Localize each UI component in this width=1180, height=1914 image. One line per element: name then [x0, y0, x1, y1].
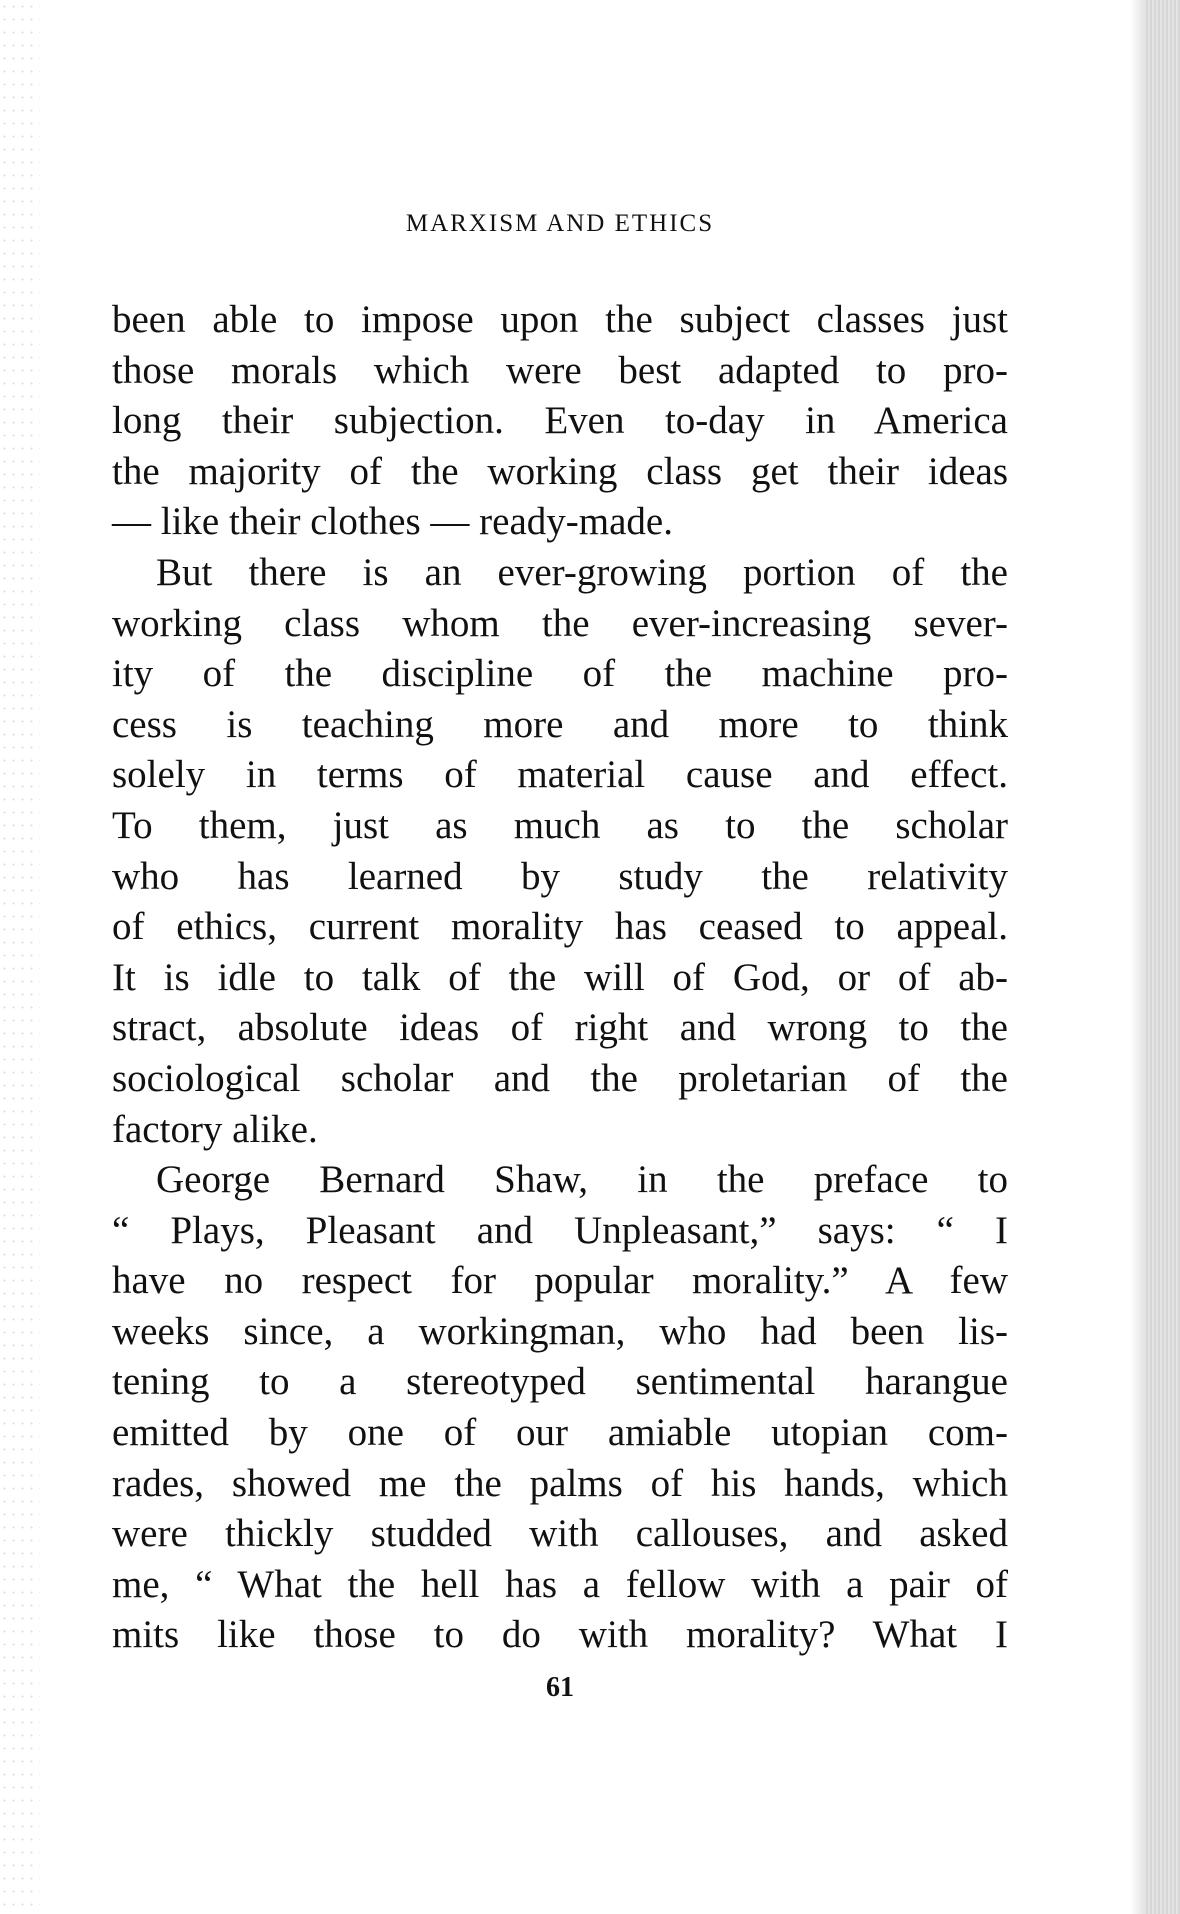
text-line: mits like those to do with morality? What I [112, 1613, 1008, 1657]
text-line: ity of the discipline of the machine pro- [112, 652, 1008, 696]
text-line: rades, showed me the palms of his hands, which [112, 1461, 1008, 1505]
text-line: those morals which were best adapted to pro- [112, 348, 1008, 392]
text-line: working class whom the ever-increasing sever- [112, 601, 1008, 645]
text-line: It is idle to talk of the will of God, or of ab- [112, 955, 1008, 999]
text-line: long their subjection. Even to-day in America [112, 399, 1008, 443]
text-line: the majority of the working class get their ideas [112, 449, 1008, 493]
body-text [112, 295, 1008, 1661]
text-line: tening to a stereotyped sentimental harangue [112, 1360, 1008, 1404]
text-line: weeks since, a workingman, who had been lis- [112, 1309, 1008, 1353]
text-line: George Bernard Shaw, in the preface to [156, 1158, 1008, 1202]
scan-edge-noise [0, 0, 40, 1914]
text-line: — like their clothes — ready-made. [112, 500, 673, 544]
text-line: factory alike. [112, 1107, 318, 1151]
text-line: cess is teaching more and more to think [112, 702, 1008, 746]
text-line: have no respect for popular morality.” A few [112, 1259, 1008, 1303]
text-line: “ Plays, Pleasant and Unpleasant,” says: “ I [112, 1208, 1008, 1252]
text-line: me, “ What the hell has a fellow with a pair of [112, 1562, 1008, 1606]
page-number [0, 1672, 1180, 1704]
page-number-text: 61 [546, 1672, 574, 1703]
book-binding-edge [1144, 0, 1180, 1914]
text-line: sociological scholar and the proletarian of the [112, 1056, 1008, 1100]
page-gutter-shadow [1130, 0, 1144, 1914]
running-header-text: MARXISM AND ETHICS [405, 210, 715, 237]
text-line: who has learned by study the relativity [112, 854, 1008, 898]
text-line: were thickly studded with callouses, and asked [112, 1512, 1008, 1556]
text-line: emitted by one of our amiable utopian com- [112, 1411, 1008, 1455]
text-line: of ethics, current morality has ceased to appeal. [112, 905, 1008, 949]
text-line: But there is an ever-growing portion of the [156, 550, 1008, 594]
text-line: solely in terms of material cause and effect. [112, 753, 1008, 797]
text-line: To them, just as much as to the scholar [112, 803, 1008, 847]
text-line: been able to impose upon the subject classes just [112, 298, 1008, 341]
running-header [0, 210, 1180, 238]
text-line: stract, absolute ideas of right and wrong to the [112, 1006, 1008, 1050]
